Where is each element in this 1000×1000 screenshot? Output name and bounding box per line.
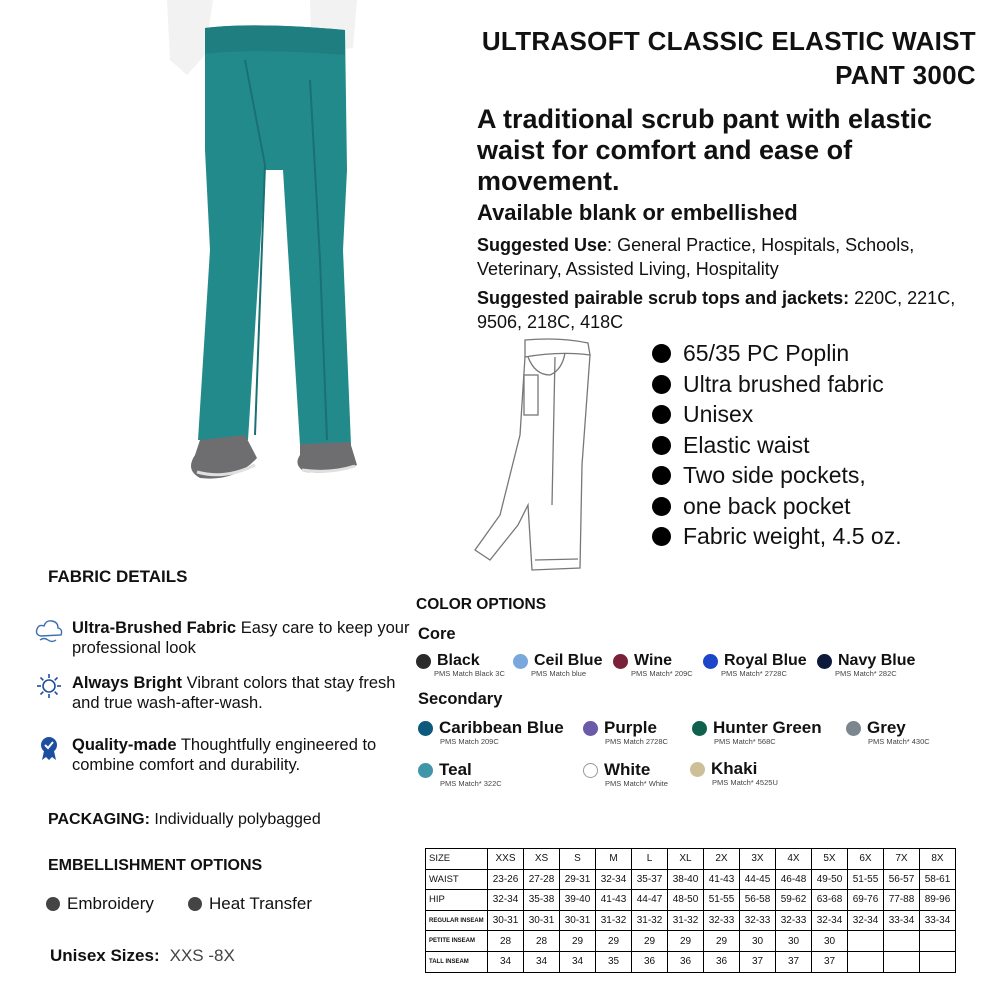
quality-badge-icon (34, 735, 64, 761)
fabric-details-title: FABRIC DETAILS (48, 567, 188, 586)
size-chart-cell: 51-55 (704, 890, 740, 911)
embellishment-title: EMBELLISHMENT OPTIONS (48, 857, 263, 874)
size-chart-cell: 30 (776, 931, 812, 952)
feature-item: Ultra brushed fabric (652, 369, 992, 400)
size-chart-cell: 29 (704, 931, 740, 952)
fabric-detail-text-3 (72, 735, 414, 775)
color-swatch[interactable] (613, 652, 693, 678)
pms-match: PMS Match* 282C (835, 669, 897, 678)
size-chart-row (426, 869, 956, 890)
size-chart-row (426, 951, 956, 972)
color-name: Black (437, 652, 480, 669)
size-chart-cell: 32-34 (596, 869, 632, 890)
size-chart-cell: 6X (848, 849, 884, 870)
size-chart-cell: 58-61 (920, 869, 956, 890)
fabric-detail-item (34, 735, 414, 775)
color-dot-icon (418, 763, 433, 778)
size-chart-cell: 48-50 (668, 890, 704, 911)
pant-line-drawing (470, 335, 600, 575)
size-chart-cell: 49-50 (812, 869, 848, 890)
size-chart-row-header: TALL INSEAM (426, 951, 488, 972)
size-chart-cell: 30-31 (488, 910, 524, 931)
color-name: Ceil Blue (534, 652, 603, 669)
color-name: Royal Blue (724, 652, 807, 669)
packaging (48, 811, 321, 829)
core-colors-label: Core (418, 625, 456, 643)
size-chart-cell: 63-68 (812, 890, 848, 911)
pms-match: PMS Match* 209C (631, 669, 693, 678)
suggested-use-value: General Practice, Hospitals, Schools, Veterinary, Assisted Living, Hospitality (477, 235, 915, 279)
color-name: Caribbean Blue (439, 718, 564, 737)
pairable-tops (477, 286, 992, 334)
feature-item: Elastic waist (652, 430, 992, 461)
size-chart-cell: 35 (596, 951, 632, 972)
feature-item: Unisex (652, 399, 992, 430)
packaging-label: PACKAGING: (48, 811, 150, 828)
secondary-colors-label: Secondary (418, 690, 503, 708)
color-swatch-row (846, 718, 930, 738)
size-chart-cell: 36 (668, 951, 704, 972)
color-name: Grey (867, 718, 906, 737)
size-chart-cell: 56-57 (884, 869, 920, 890)
size-chart-cell: 30-31 (524, 910, 560, 931)
size-chart-cell: 29 (668, 931, 704, 952)
size-chart-row-header: WAIST (426, 869, 488, 890)
pairable-label: Suggested pairable scrub tops and jackets: (477, 288, 850, 308)
product-title: ULTRASOFT CLASSIC ELASTIC WAIST PANT 300C (481, 26, 976, 90)
size-chart-row (426, 910, 956, 931)
fabric-detail-title: Quality-made (72, 736, 177, 754)
color-dot-icon (692, 721, 707, 736)
size-chart-cell: 37 (776, 951, 812, 972)
size-chart-cell: 5X (812, 849, 848, 870)
packaging-value: Individually polybagged (154, 811, 321, 828)
size-chart-cell: 32-34 (848, 910, 884, 931)
feature-item-continued: one back pocket (652, 491, 992, 522)
color-name: Khaki (711, 759, 758, 778)
product-tagline: A traditional scrub pant with elastic waist for comfort and ease of movement. (477, 104, 933, 196)
color-dot-icon (703, 654, 718, 669)
size-chart-row (426, 890, 956, 911)
availability-note: Available blank or embellished (477, 200, 798, 225)
unisex-sizes (50, 946, 235, 966)
size-chart-cell: 32-34 (812, 910, 848, 931)
color-swatch-row (613, 652, 693, 670)
size-chart-cell: 8X (920, 849, 956, 870)
size-chart-cell: 36 (704, 951, 740, 972)
size-chart-table (425, 848, 956, 973)
color-swatch-row (583, 760, 668, 780)
color-swatch-row (513, 652, 602, 670)
color-swatch[interactable] (817, 652, 915, 678)
size-chart-cell: XL (668, 849, 704, 870)
pms-match: PMS Match Black 3C (434, 669, 505, 678)
size-chart-row (426, 849, 956, 870)
size-chart-cell (848, 931, 884, 952)
pairable-value: 220C, 221C, 9506, 218C, 418C (477, 288, 956, 332)
size-chart-cell (920, 931, 956, 952)
size-chart-cell: 29-31 (560, 869, 596, 890)
bullet-icon (46, 897, 60, 911)
size-chart-row-header: REGULAR INSEAM (426, 910, 488, 931)
size-chart-cell (920, 951, 956, 972)
size-chart-cell: 35-38 (524, 890, 560, 911)
pms-match: PMS Match* 430C (868, 737, 930, 746)
color-dot-icon (817, 654, 832, 669)
size-chart-cell: 34 (560, 951, 596, 972)
size-chart-cell: 32-34 (488, 890, 524, 911)
color-name: Purple (604, 718, 657, 737)
color-swatch-row (418, 760, 502, 780)
pms-match: PMS Match* 568C (714, 737, 776, 746)
bullet-icon (188, 897, 202, 911)
size-chart-cell: 32-33 (776, 910, 812, 931)
color-dot-icon (583, 763, 598, 778)
size-chart-cell: 36 (632, 951, 668, 972)
cloud-wave-icon (34, 618, 64, 644)
sizes-label: Unisex Sizes: (50, 946, 160, 965)
size-chart-cell: 32-33 (740, 910, 776, 931)
size-chart-cell: 30 (812, 931, 848, 952)
size-chart-cell: 23-26 (488, 869, 524, 890)
color-swatch[interactable] (692, 718, 822, 746)
color-dot-icon (690, 762, 705, 777)
size-chart-cell: 31-32 (596, 910, 632, 931)
size-chart-cell: 69-76 (848, 890, 884, 911)
size-chart-cell: 51-55 (848, 869, 884, 890)
embellishment-option (188, 894, 312, 914)
size-chart-cell: 37 (812, 951, 848, 972)
size-chart-cell: 39-40 (560, 890, 596, 911)
color-name: Navy Blue (838, 652, 916, 669)
size-chart-cell: M (596, 849, 632, 870)
color-swatch[interactable] (418, 760, 502, 788)
size-chart-cell: 28 (488, 931, 524, 952)
color-swatch[interactable] (690, 759, 778, 787)
size-chart-cell: 29 (632, 931, 668, 952)
color-swatch-row (690, 759, 778, 779)
color-swatch-row (416, 652, 505, 670)
fabric-detail-text: Thoughtfully engineered to combine comfort and durability. (72, 736, 377, 774)
size-chart-cell (884, 951, 920, 972)
size-chart-cell: 27-28 (524, 869, 560, 890)
size-chart-cell: 7X (884, 849, 920, 870)
size-chart-cell: 31-32 (632, 910, 668, 931)
size-chart-row-header: SIZE (426, 849, 488, 870)
fabric-detail-text-2 (72, 673, 414, 713)
size-chart-cell: 29 (560, 931, 596, 952)
fabric-detail-text: Vibrant colors that stay fresh and true wash-after-wash. (72, 674, 396, 712)
size-chart-row (426, 931, 956, 952)
fabric-detail-text-1 (72, 618, 414, 658)
color-swatch[interactable] (583, 718, 668, 746)
size-chart-cell: 38-40 (668, 869, 704, 890)
suggested-use-colon: : (607, 235, 618, 255)
color-swatch-row (817, 652, 915, 670)
size-chart-cell: 34 (488, 951, 524, 972)
size-chart-cell: 46-48 (776, 869, 812, 890)
size-chart-cell: 32-33 (704, 910, 740, 931)
size-chart-cell: 3X (740, 849, 776, 870)
embellishment-option (46, 894, 154, 914)
pms-match: PMS Match* White (605, 779, 668, 788)
color-dot-icon (583, 721, 598, 736)
size-chart-cell: S (560, 849, 596, 870)
pms-match: PMS Match* 2728C (721, 669, 787, 678)
pms-match: PMS Match* 322C (440, 779, 502, 788)
elastic-waistband (205, 25, 345, 55)
pms-match: PMS Match 209C (440, 737, 499, 746)
color-name: Teal (439, 760, 472, 779)
color-swatch[interactable] (416, 652, 505, 678)
size-chart-cell (848, 951, 884, 972)
size-chart-cell: 34 (524, 951, 560, 972)
color-dot-icon (418, 721, 433, 736)
size-chart-cell: 4X (776, 849, 812, 870)
pms-match: PMS Match* 4525U (712, 778, 778, 787)
size-chart-cell: 77-88 (884, 890, 920, 911)
fabric-detail-item (34, 673, 414, 713)
color-swatch-row (418, 718, 564, 738)
color-swatch-row (692, 718, 822, 738)
size-chart-cell: 59-62 (776, 890, 812, 911)
color-swatch-row (703, 652, 807, 670)
color-swatch[interactable] (513, 652, 602, 678)
color-dot-icon (846, 721, 861, 736)
size-chart-cell: 41-43 (704, 869, 740, 890)
feature-item: Two side pockets, (652, 460, 992, 491)
size-chart-cell: 29 (596, 931, 632, 952)
product-photo-teal-pant (95, 0, 395, 485)
fabric-detail-text: Easy care to keep your professional look (72, 619, 410, 657)
size-chart-cell: XS (524, 849, 560, 870)
fabric-detail-item (34, 618, 414, 658)
color-dot-icon (416, 654, 431, 669)
size-chart-cell: 2X (704, 849, 740, 870)
pant-body (198, 25, 351, 445)
size-chart-cell: 89-96 (920, 890, 956, 911)
size-chart-cell: 31-32 (668, 910, 704, 931)
embellishment-option-label: Heat Transfer (209, 894, 312, 913)
color-options-title: COLOR OPTIONS (416, 596, 547, 613)
size-chart-cell (884, 931, 920, 952)
feature-item: Fabric weight, 4.5 oz. (652, 521, 992, 552)
suggested-use (477, 233, 992, 281)
color-swatch[interactable] (583, 760, 668, 788)
size-chart-cell: L (632, 849, 668, 870)
fabric-detail-title: Ultra-Brushed Fabric (72, 619, 237, 637)
color-swatch[interactable] (418, 718, 564, 746)
size-chart-row-header: PETITE INSEAM (426, 931, 488, 952)
sizes-value: XXS -8X (169, 946, 235, 965)
color-name: White (604, 760, 651, 779)
embellishment-option-label: Embroidery (67, 894, 154, 913)
size-chart-cell: 28 (524, 931, 560, 952)
color-dot-icon (613, 654, 628, 669)
feature-list (652, 338, 992, 552)
size-chart-cell: 41-43 (596, 890, 632, 911)
color-swatch-row (583, 718, 668, 738)
color-swatch[interactable] (703, 652, 807, 678)
color-name: Hunter Green (713, 718, 822, 737)
sun-icon (34, 673, 64, 699)
size-chart-cell: 33-34 (920, 910, 956, 931)
size-chart-cell: 44-47 (632, 890, 668, 911)
suggested-use-label: Suggested Use (477, 235, 608, 255)
color-name: Wine (634, 652, 673, 669)
pms-match: PMS Match 2728C (605, 737, 668, 746)
size-chart-row-header: HIP (426, 890, 488, 911)
color-dot-icon (513, 654, 528, 669)
color-swatch[interactable] (846, 718, 930, 746)
size-chart-cell: 30 (740, 931, 776, 952)
size-chart-cell: 44-45 (740, 869, 776, 890)
fabric-detail-title: Always Bright (72, 674, 183, 692)
size-chart-cell: 33-34 (884, 910, 920, 931)
size-chart-cell: XXS (488, 849, 524, 870)
size-chart-cell: 35-37 (632, 869, 668, 890)
pms-match: PMS Match blue (531, 669, 587, 678)
size-chart-cell: 37 (740, 951, 776, 972)
feature-item: 65/35 PC Poplin (652, 338, 992, 369)
size-chart-cell: 30-31 (560, 910, 596, 931)
size-chart-cell: 56-58 (740, 890, 776, 911)
